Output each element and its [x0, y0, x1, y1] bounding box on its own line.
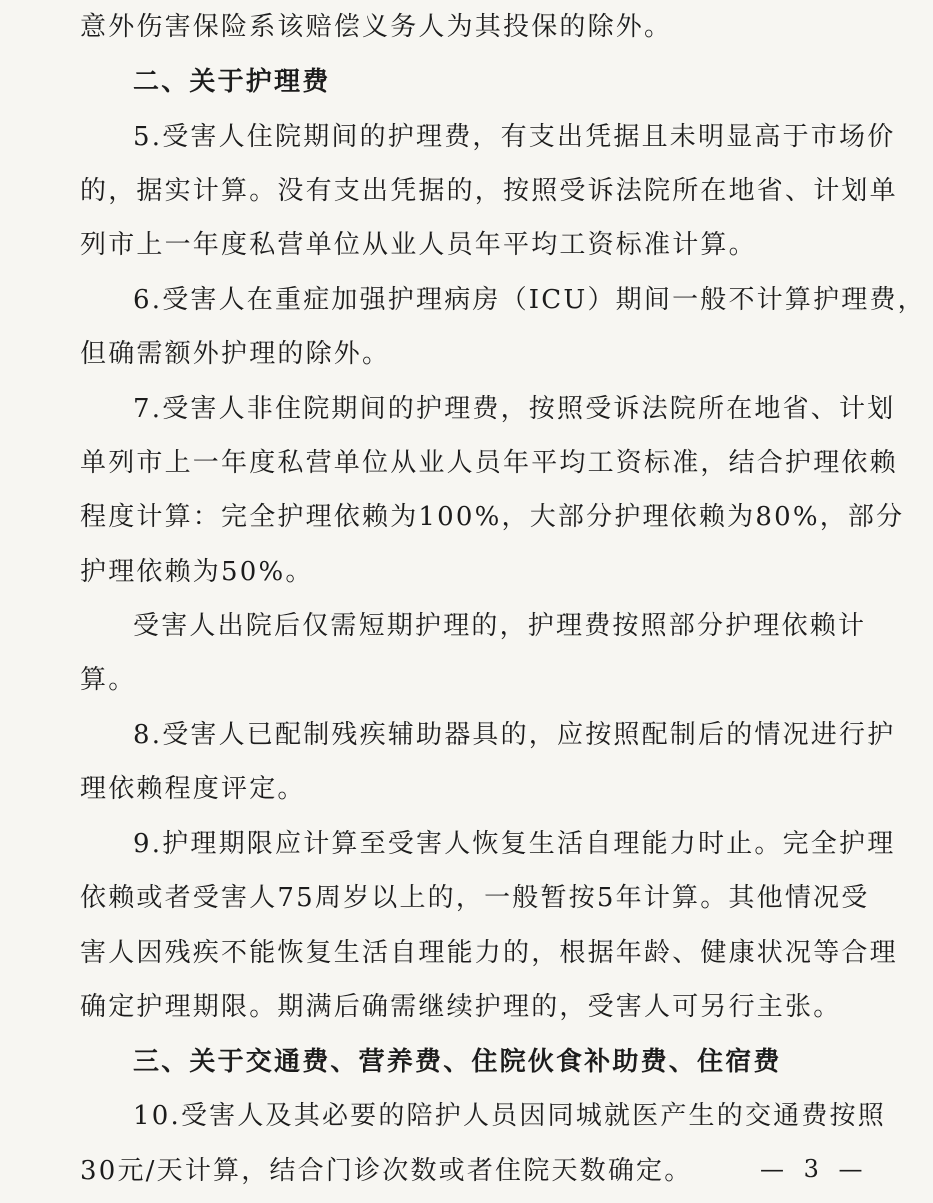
text-line: 确定护理期限。期满后确需继续护理的，受害人可另行主张。 [80, 992, 842, 1022]
text-line: 8.受害人已配制残疾辅助器具的，应按照配制后的情况进行护 [133, 720, 896, 750]
text-line: 护理依赖为50%。 [80, 557, 314, 587]
text-line: 依赖或者受害人75周岁以上的，一般暂按5年计算。其他情况受 [80, 883, 870, 913]
section-heading-transport: 三、关于交通费、营养费、住院伙食补助费、住宿费 [133, 1047, 782, 1077]
section-heading-nursing: 二、关于护理费 [133, 67, 331, 97]
text-line: 10.受害人及其必要的陪护人员因同城就医产生的交通费按照 [133, 1101, 886, 1131]
text-line: 5.受害人住院期间的护理费，有支出凭据且未明显高于市场价 [133, 122, 896, 152]
text-line: 意外伤害保险系该赔偿义务人为其投保的除外。 [80, 12, 673, 42]
text-line: 但确需额外护理的除外。 [80, 339, 391, 369]
text-line: 理依赖程度评定。 [80, 774, 306, 804]
text-line: 6.受害人在重症加强护理病房（ICU）期间一般不计算护理费， [133, 285, 926, 315]
text-line: 受害人出院后仅需短期护理的，护理费按照部分护理依赖计 [133, 611, 867, 641]
text-line: 害人因残疾不能恢复生活自理能力的，根据年龄、健康状况等合理 [80, 938, 898, 968]
text-line: 列市上一年度私营单位从业人员年平均工资标准计算。 [80, 230, 757, 260]
text-line: 算。 [80, 665, 137, 695]
text-line: 9.护理期限应计算至受害人恢复生活自理能力时止。完全护理 [133, 829, 896, 859]
text-line: 单列市上一年度私营单位从业人员年平均工资标准，结合护理依赖 [80, 448, 898, 478]
text-line: 的，据实计算。没有支出凭据的，按照受诉法院所在地省、计划单 [80, 176, 898, 206]
page-number: — 3 — [760, 1155, 869, 1183]
text-line: 30元/天计算，结合门诊次数或者住院天数确定。 [80, 1156, 693, 1186]
text-line: 7.受害人非住院期间的护理费，按照受诉法院所在地省、计划 [133, 394, 896, 424]
text-line: 程度计算：完全护理依赖为100%，大部分护理依赖为80%，部分 [80, 502, 905, 532]
